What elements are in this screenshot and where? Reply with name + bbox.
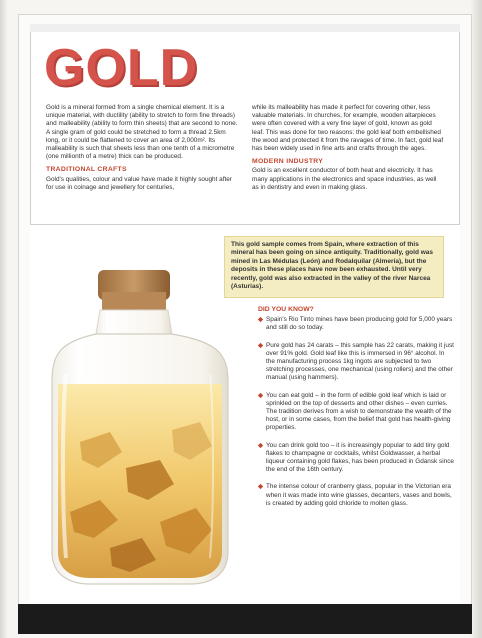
fact-item — [258, 442, 454, 475]
diamond-bullet-icon — [258, 442, 263, 447]
fact-text: The intense colour of cranberry glass, popular in the Victorian era when it was made into wine glasses, decanters, vases and bowls, is created by adding gold chloride to molten glass. — [266, 483, 452, 507]
fact-item — [258, 392, 454, 433]
fact-text: Spain's Rio Tinto mines have been producing gold for 5,000 years and still do so today. — [266, 316, 453, 332]
bottom-band — [18, 604, 472, 634]
traditional-crafts-text-2: while its malleability has made it perfect for covering other, less valuable materials. In churches, for example, wooden altarpieces were often covered with a very fine layer of gold, known as gold leaf. This was done for two reasons: the gold leaf both embellished the wood and protected it from the ravages of time. In fact, gold leaf has been widely used in fine arts and crafts through the ages. — [252, 104, 444, 153]
did-you-know — [258, 306, 454, 517]
text-columns — [46, 104, 444, 224]
fact-text: You can drink gold too – it is increasingly popular to add tiny gold flakes to champagne or cocktails, whilst Goldwasser, a herbal liqueur containing gold flakes, has been produced in Gdansk since the end of the 16th century. — [266, 441, 454, 474]
diamond-bullet-icon — [258, 484, 263, 489]
traditional-crafts-text-1: Gold's qualities, colour and value have made it highly sought after for use in coinage and jewellery for centuries, — [46, 175, 232, 191]
gold-sample-jar-image — [40, 262, 250, 592]
fact-item — [258, 342, 454, 383]
did-you-know-heading: DID YOU KNOW? — [258, 306, 314, 313]
modern-industry-heading: MODERN INDUSTRY — [252, 158, 324, 166]
intro-paragraph: Gold is a mineral formed from a single chemical element. It is a unique material, with ductility (ability to stretch to form fine threads) and malleability (ability to form thin sheets) that are second to none. A single gram of gold could be stretched to form a thread 2.5km long, or it could be flattened to cover an area of 2,000m². Its malleability is such that sheets less than one tenth of a micrometre (one millionth of a metre) thick can be produced. — [46, 104, 238, 161]
top-band — [30, 24, 460, 32]
diamond-bullet-icon — [258, 317, 263, 322]
fact-text: You can eat gold – in the form of edible gold leaf which is laid or sprinkled on the top of desserts and other dishes – even curries. The tradition derives from a wish to demonstrate the wealth of the host, or in some cases, from the belief that gold has health-giving properties. — [266, 391, 452, 432]
column-left — [46, 104, 238, 224]
diamond-bullet-icon — [258, 392, 263, 397]
column-right — [252, 104, 444, 224]
traditional-crafts-heading: TRADITIONAL CRAFTS — [46, 166, 127, 174]
modern-industry-text: Gold is an excellent conductor of both heat and electricity. It has many applications in the electronics and space industries, as well as in dentistry and even in making glass. — [252, 167, 437, 191]
fact-item — [258, 316, 454, 332]
jar-neck — [96, 310, 172, 334]
sample-caption: This gold sample comes from Spain, where extraction of this mineral has been going on since antiquity. Traditionally, gold was mined in Las Médulas (León) and Rodalquilar (Almería), but the deposits in these places have now been exhausted. Until very recently, gold was also extracted in the valley of the river Narcea (Asturias). — [224, 236, 444, 298]
fact-text: Pure gold has 24 carats – this sample has 22 carats, making it just over 91% gold. Gold leaf like this is immersed in 96° alcohol. In the manufacturing process 1kg ingots are subjected to two stretching processes, one mechanical (using rollers) and the other manual (using hammers). — [266, 341, 454, 382]
page-title: GOLD — [44, 39, 199, 97]
diamond-bullet-icon — [258, 342, 263, 347]
fact-item — [258, 483, 454, 508]
